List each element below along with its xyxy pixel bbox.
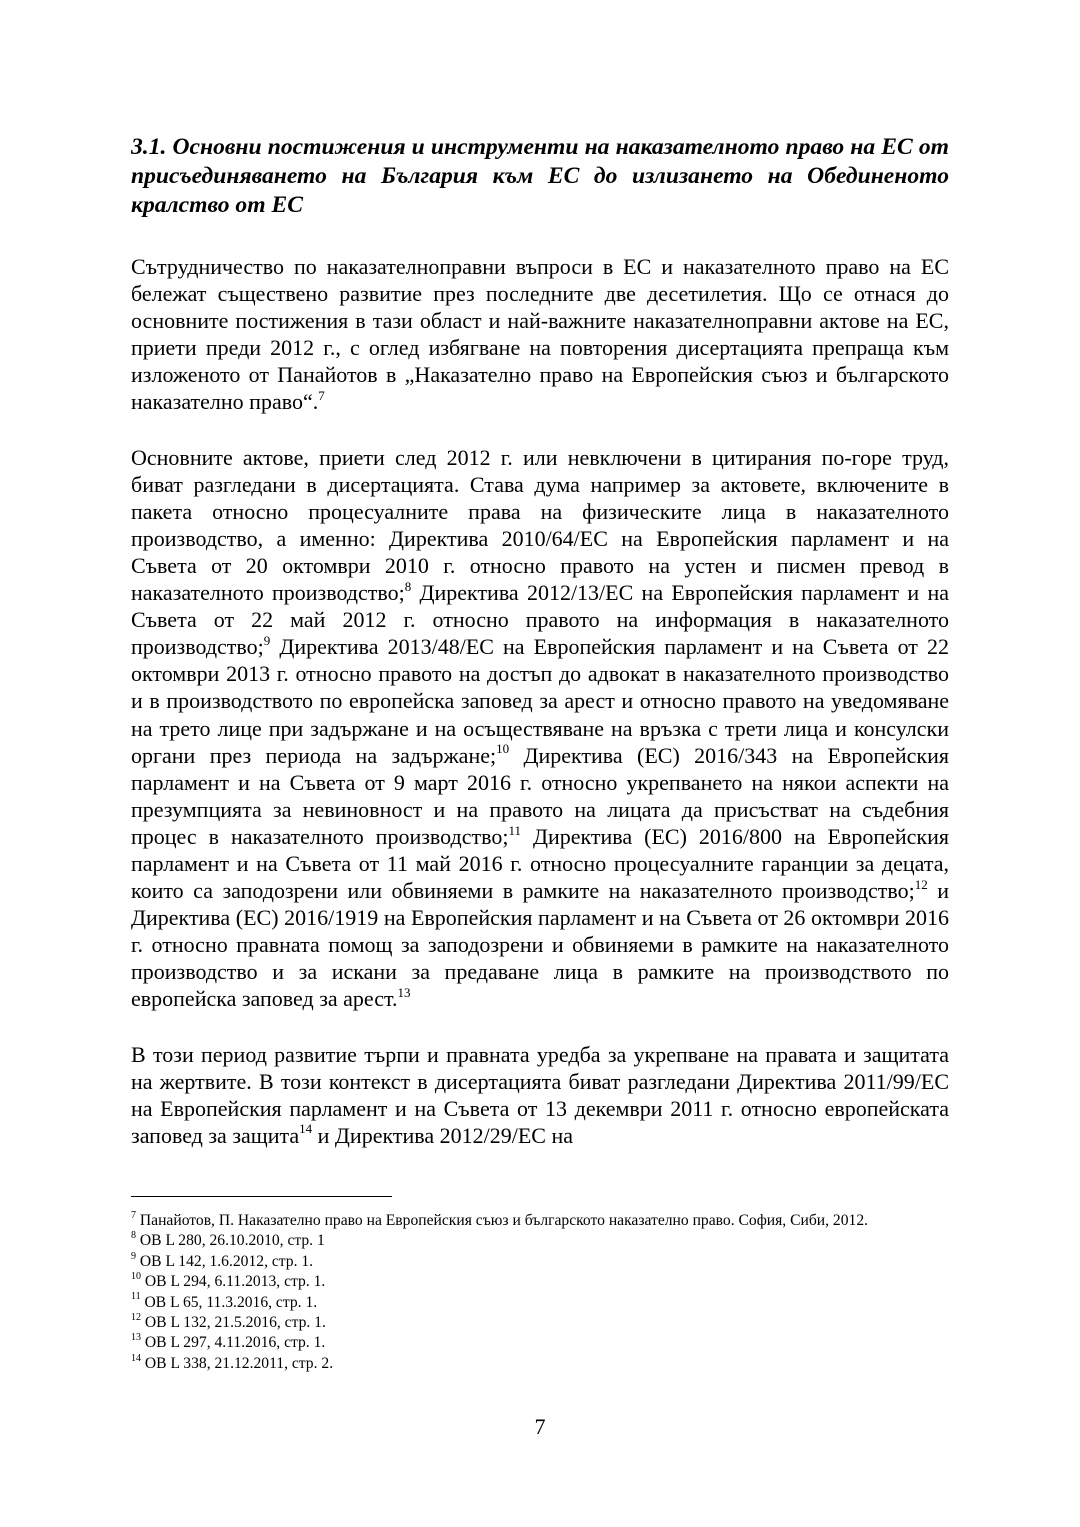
paragraph-1 bbox=[131, 253, 949, 416]
footnote-number: 13 bbox=[131, 1332, 141, 1344]
paragraph-3 bbox=[131, 1041, 949, 1149]
footnote-number: 14 bbox=[131, 1352, 141, 1364]
page-body bbox=[131, 133, 949, 1149]
footnote-text: ОВ L 280, 26.10.2010, стр. 1 bbox=[136, 1232, 325, 1250]
footnote-number: 7 bbox=[131, 1209, 136, 1221]
footnote-number: 11 bbox=[131, 1291, 141, 1303]
paragraph-2-text-4: Директива (ЕС) 2016/343 на Европейския парламент и на Съвета от 9 март 2016 г. относно укрепването на някои аспекти на презумпцията за невиновност и на правото на лицата да присъстват на съдебния процес в наказателното производство; bbox=[131, 742, 949, 849]
footnote-ref-7[interactable]: 7 bbox=[318, 388, 325, 404]
paragraph-3-text-1: В този период развитие търпи и правната уредба за укрепване на правата и защитата на жертвите. В този контекст в дисертацията биват разгледани Директива 2011/99/ЕС на Европейския парламент и на Съвета от 13 декември 2011 г. относно европейската заповед за защита bbox=[131, 1041, 949, 1148]
footnote-12 bbox=[131, 1313, 949, 1333]
paragraph-2-text-5: Директива (ЕС) 2016/800 на Европейския парламент и на Съвета от 11 май 2016 г. относно процесуалните гаранции за децата, които са заподозрени или обвиняеми в рамките на наказателното производство; bbox=[131, 823, 950, 904]
footnote-number: 10 bbox=[131, 1271, 141, 1283]
footnote-14 bbox=[131, 1354, 949, 1374]
footnote-ref-14[interactable]: 14 bbox=[299, 1121, 313, 1137]
paragraph-1-text: Сътрудничество по наказателноправни въпроси в ЕС и наказателното право на ЕС бележат съществено развитие през последните две десетилетия. Що се отнася до основните постижения в тази област и най-важните наказателноправни актове на ЕС, приети преди 2012 г., с оглед избягване на повторения дисертацията препраща към изложеното от Панайотов в „Наказателно право на Европейския съюз и българското наказателно право“. bbox=[131, 254, 949, 415]
footnotes bbox=[131, 1211, 949, 1374]
paragraph-2-text-3: Директива 2013/48/ЕС на Европейския парламент и на Съвета от 22 октомври 2013 г. относно правото на достъп до адвокат в наказателното производство и в производството по европейска заповед за арест и относно правото на уведомяване на трето лице при задържане и на осъществяване на връзка с трети лица и консулски органи през периода на задържане; bbox=[131, 634, 949, 768]
section-heading: 3.1. Основни постижения и инструменти на наказателното право на ЕС от присъединяването на България към ЕС до излизането на Обединеното кралство от ЕС bbox=[131, 134, 949, 218]
paragraph-2 bbox=[131, 444, 949, 1013]
paragraph-2-text-6: и Директива (ЕС) 2016/1919 на Европейския парламент и на Съвета от 26 октомври 2016 г. относно правната помощ за заподозрени и обвиняеми в рамките на наказателното производство и за искани за предаване лица в рамките на производството по европейска заповед за арест. bbox=[131, 878, 950, 1012]
footnote-text: ОВ L 142, 1.6.2012, стр. 1. bbox=[136, 1252, 314, 1270]
paragraph-2-text-2: Директива 2012/13/ЕС на Европейския парламент и на Съвета от 22 май 2012 г. относно правото на информация в наказателното производство; bbox=[131, 580, 949, 660]
footnote-ref-12[interactable]: 12 bbox=[914, 876, 928, 892]
footnote-separator bbox=[131, 1196, 392, 1197]
footnote-ref-10[interactable]: 10 bbox=[496, 741, 510, 757]
footnote-text: ОВ L 132, 21.5.2016, стр. 1. bbox=[141, 1314, 326, 1332]
footnote-13 bbox=[131, 1333, 949, 1353]
footnote-text: ОВ L 338, 21.12.2011, стр. 2. bbox=[141, 1354, 334, 1372]
footnote-ref-9[interactable]: 9 bbox=[263, 632, 271, 648]
footnote-text: Панайотов, П. Наказателно право на Европейския съюз и българското наказателно право. София, Сиби, 2012. bbox=[136, 1212, 869, 1229]
footnote-ref-8[interactable]: 8 bbox=[404, 578, 412, 594]
footnote-text: ОВ L 65, 11.3.2016, стр. 1. bbox=[140, 1293, 318, 1311]
page-number: 7 bbox=[534, 1414, 546, 1439]
footnote-10 bbox=[131, 1272, 949, 1292]
footnote-ref-13[interactable]: 13 bbox=[397, 985, 411, 1001]
footnote-text: ОВ L 294, 6.11.2013, стр. 1. bbox=[141, 1273, 326, 1291]
footnote-number: 8 bbox=[131, 1230, 136, 1242]
footnote-text: ОВ L 297, 4.11.2016, стр. 1. bbox=[141, 1334, 326, 1352]
footnote-number: 12 bbox=[131, 1311, 141, 1323]
paragraph-2-text-1: Основните актове, приети след 2012 г. или невключени в цитирания по-горе труд, биват разгледани в дисертацията. Става дума например за актовете, включените в пакета относно процесуалните права на физическите лица в наказателното производство, а именно: Директива 2010/64/ЕС на Европейския парламент и на Съвета от 20 октомври 2010 г. относно правото на устен и писмен превод в наказателното производство; bbox=[131, 444, 949, 606]
footnote-number: 9 bbox=[131, 1250, 136, 1262]
footnote-11 bbox=[131, 1293, 949, 1313]
paragraph-3-text-2: и Директива 2012/29/ЕС на bbox=[312, 1122, 573, 1148]
footnote-7 bbox=[131, 1211, 949, 1231]
footnote-ref-11[interactable]: 11 bbox=[508, 822, 521, 838]
footnote-9 bbox=[131, 1252, 949, 1272]
footnote-8 bbox=[131, 1231, 949, 1251]
